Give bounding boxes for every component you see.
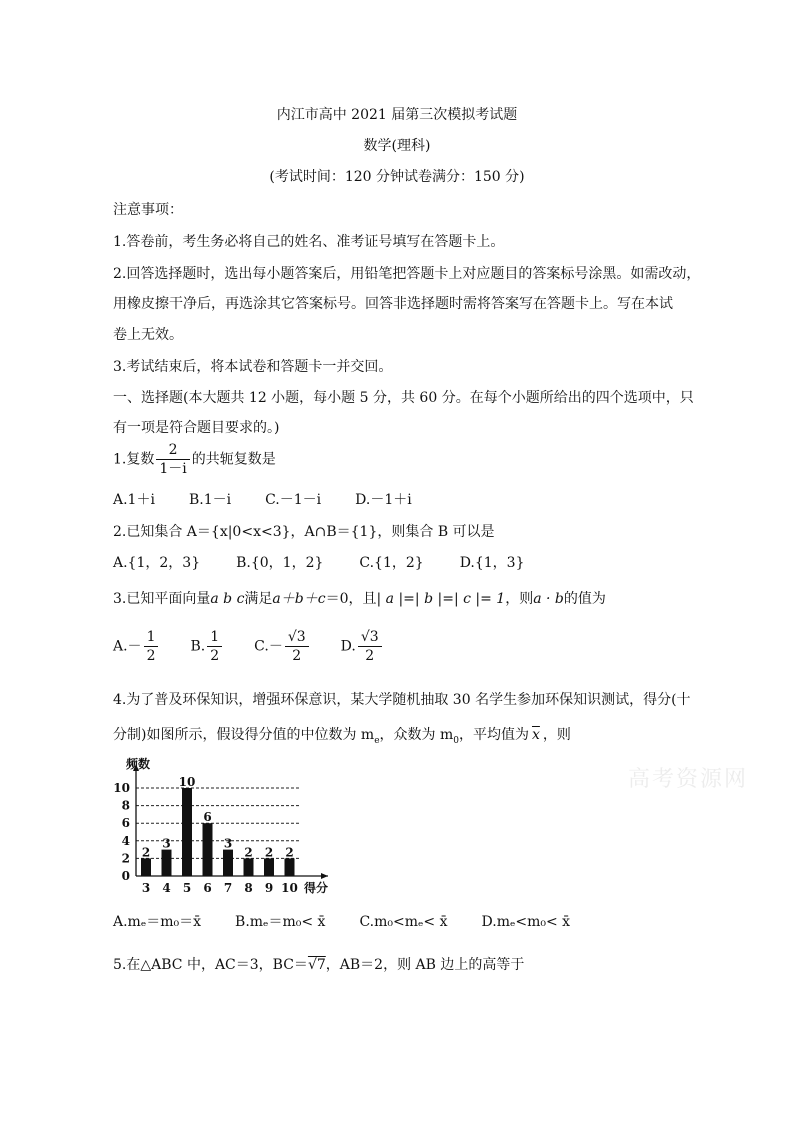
- q1-option-c[interactable]: C.－1－i: [265, 492, 322, 508]
- x-tick-label-8: 8: [244, 881, 253, 894]
- note-2-line-3: 卷上无效。: [113, 327, 183, 343]
- q2-option-c[interactable]: C.{1，2}: [359, 555, 424, 571]
- question-2-stem: 2.已知集合 A＝{x|0<x<3}，A∩B＝{1}，则集合 B 可以是: [113, 524, 495, 540]
- q1-option-a[interactable]: A.1＋i: [113, 492, 155, 508]
- q3-a-fraction: [144, 628, 159, 665]
- q3-option-b[interactable]: [190, 628, 224, 665]
- x-tick-label-4: 4: [162, 881, 171, 894]
- bar-9: [264, 858, 274, 876]
- bar-8: [244, 858, 254, 876]
- section-1-line-2: 有一项是符合题目要求的。): [113, 420, 280, 436]
- q3-text-2: 满足: [244, 591, 273, 607]
- q3-text-3: ＝0，且: [325, 591, 377, 607]
- q4-option-a[interactable]: A.mₑ＝m₀＝x̄: [113, 914, 202, 930]
- q4-mean-symbol: $\overline{x}$: [531, 727, 540, 743]
- question-1-stem: [113, 441, 276, 478]
- y-tick-label-0: 0: [121, 869, 130, 883]
- y-tick-label-8: 8: [121, 798, 130, 813]
- score-frequency-chart: [100, 752, 350, 894]
- q3-a-prefix: A.－: [113, 638, 142, 655]
- q2-option-b[interactable]: B.{0，1，2}: [236, 555, 324, 571]
- x-tick-label-5: 5: [182, 881, 192, 894]
- q2-option-d[interactable]: D.{1，3}: [459, 555, 525, 571]
- question-4-line-2: [113, 724, 571, 746]
- q4-text-b: ，众数为 m: [379, 727, 454, 743]
- y-axis-label: 频数: [126, 757, 151, 771]
- q3-c-fraction: [285, 628, 309, 665]
- q3-dot-product: a · b: [533, 591, 564, 607]
- data-label-3: 2: [141, 845, 151, 860]
- data-label-7: 3: [223, 836, 233, 851]
- y-tick-label-4: 4: [121, 833, 130, 848]
- data-label-6: 6: [203, 810, 212, 825]
- q1-denominator: 1－i: [159, 461, 187, 477]
- q3-a-den: 2: [146, 648, 156, 664]
- q5-text-a: 5.在△ABC 中，AC＝3，BC＝: [113, 957, 308, 973]
- q1-numerator: 2: [156, 441, 189, 460]
- note-2-line-2: 用橡皮擦干净后，再选涂其它答案标号。回答非选择题时需将答案写在答题卡上。写在本试: [113, 296, 673, 312]
- data-label-5: 10: [178, 775, 196, 789]
- question-5-stem: [113, 954, 524, 974]
- y-tick-label-6: 6: [121, 816, 130, 831]
- q3-vector-sum: a＋b＋c: [272, 591, 326, 607]
- data-label-10: 2: [285, 845, 294, 860]
- q3-d-num: √3: [358, 628, 382, 647]
- q3-option-c[interactable]: [254, 628, 311, 665]
- x-axis-arrow: [321, 873, 328, 879]
- q2-option-a[interactable]: A.{1，2，3}: [113, 555, 201, 571]
- q1-prefix: 1.复数: [113, 451, 155, 468]
- bar-10: [285, 858, 295, 876]
- x-tick-label-6: 6: [203, 881, 212, 894]
- bar-5: [182, 788, 192, 876]
- x-tick-label-7: 7: [223, 881, 233, 894]
- y-tick-label-2: 2: [121, 851, 130, 866]
- q3-d-fraction: [358, 628, 382, 665]
- bar-3: [141, 858, 151, 876]
- q3-vectors: a b c: [210, 591, 245, 607]
- q4-option-c[interactable]: C.m₀<mₑ< x̄: [359, 914, 448, 930]
- q3-b-den: 2: [210, 648, 220, 664]
- data-label-9: 2: [264, 845, 274, 860]
- q3-text-5: 的值为: [563, 591, 606, 607]
- q5-sqrt7: √7: [307, 957, 326, 973]
- x-axis-label: 得分: [304, 881, 329, 894]
- q3-a-num: 1: [144, 628, 159, 647]
- note-1: 1.答卷前，考生务必将自己的姓名、准考证号填写在答题卡上。: [113, 234, 505, 250]
- q4-sub-0: 0: [453, 735, 459, 746]
- q4-text-a: 分制)如图所示，假设得分值的中位数为 m: [113, 727, 375, 743]
- data-label-4: 3: [162, 836, 171, 851]
- q3-option-d[interactable]: [341, 628, 384, 665]
- q5-text-b: ，AB＝2，则 AB 边上的高等于: [325, 957, 525, 973]
- q3-d-prefix: D.: [340, 638, 356, 655]
- bar-4: [162, 850, 172, 876]
- data-label-8: 2: [244, 845, 253, 860]
- q3-c-prefix: C.－: [254, 638, 283, 655]
- q4-sub-e: e: [374, 735, 380, 746]
- bar-6: [203, 823, 213, 876]
- x-tick-label-10: 10: [281, 881, 298, 894]
- y-tick-label-10: 10: [113, 781, 130, 795]
- x-tick-label-3: 3: [141, 881, 151, 894]
- q1-fraction: [156, 441, 189, 478]
- q4-option-d[interactable]: D.mₑ<m₀< x̄: [481, 914, 571, 930]
- q1-option-b[interactable]: B.1－i: [188, 492, 232, 508]
- q3-b-num: 1: [207, 628, 222, 647]
- question-4-line-1: 4.为了普及环保知识，增强环保意识，某大学随机抽取 30 名学生参加环保知识测试，得分(十: [113, 692, 691, 708]
- q3-c-num: √3: [285, 628, 309, 647]
- question-2-options: [113, 552, 563, 572]
- q3-text-1: 3.已知平面向量: [113, 591, 211, 607]
- x-tick-label-9: 9: [264, 881, 274, 894]
- q3-c-den: 2: [292, 648, 302, 664]
- q3-option-a[interactable]: [113, 628, 160, 665]
- q3-b-fraction: [207, 628, 222, 665]
- q4-text-c: ，平均值为: [458, 727, 529, 743]
- question-1-options: [113, 489, 450, 509]
- q4-text-d: ，则: [542, 727, 571, 743]
- exam-title: 内江市高中 2021 届第三次模拟考试题: [276, 107, 518, 123]
- q3-d-den: 2: [365, 648, 375, 664]
- q1-option-d[interactable]: D.－1＋i: [355, 492, 412, 508]
- note-3: 3.考试结束后，将本试卷和答题卡一并交回。: [113, 359, 393, 375]
- q3-text-4: ，则: [505, 591, 534, 607]
- q1-suffix: 的共轭复数是: [191, 451, 276, 468]
- watermark: 高考资源网: [628, 767, 749, 792]
- question-4-options: [113, 911, 608, 931]
- note-2-line-1: 2.回答选择题时，选出每小题答案后，用铅笔把答题卡上对应题目的答案标号涂黑。如需改动，: [113, 266, 701, 282]
- question-3-stem: [113, 588, 606, 608]
- exam-subject: 数学(理科): [363, 138, 431, 154]
- question-3-options: [113, 628, 422, 665]
- q3-magnitudes: | a |=| b |=| c |= 1: [376, 591, 506, 607]
- notes-heading: 注意事项：: [113, 202, 183, 218]
- section-1-line-1: 一、选择题(本大题共 12 小题，每小题 5 分，共 60 分。在每个小题所给出的四个选项中，只: [113, 390, 694, 406]
- q3-b-prefix: B.: [190, 638, 206, 655]
- exam-info: (考试时间：120 分钟试卷满分：150 分): [269, 169, 525, 185]
- bar-7: [223, 850, 233, 876]
- q4-option-b[interactable]: B.mₑ＝m₀< x̄: [235, 914, 326, 930]
